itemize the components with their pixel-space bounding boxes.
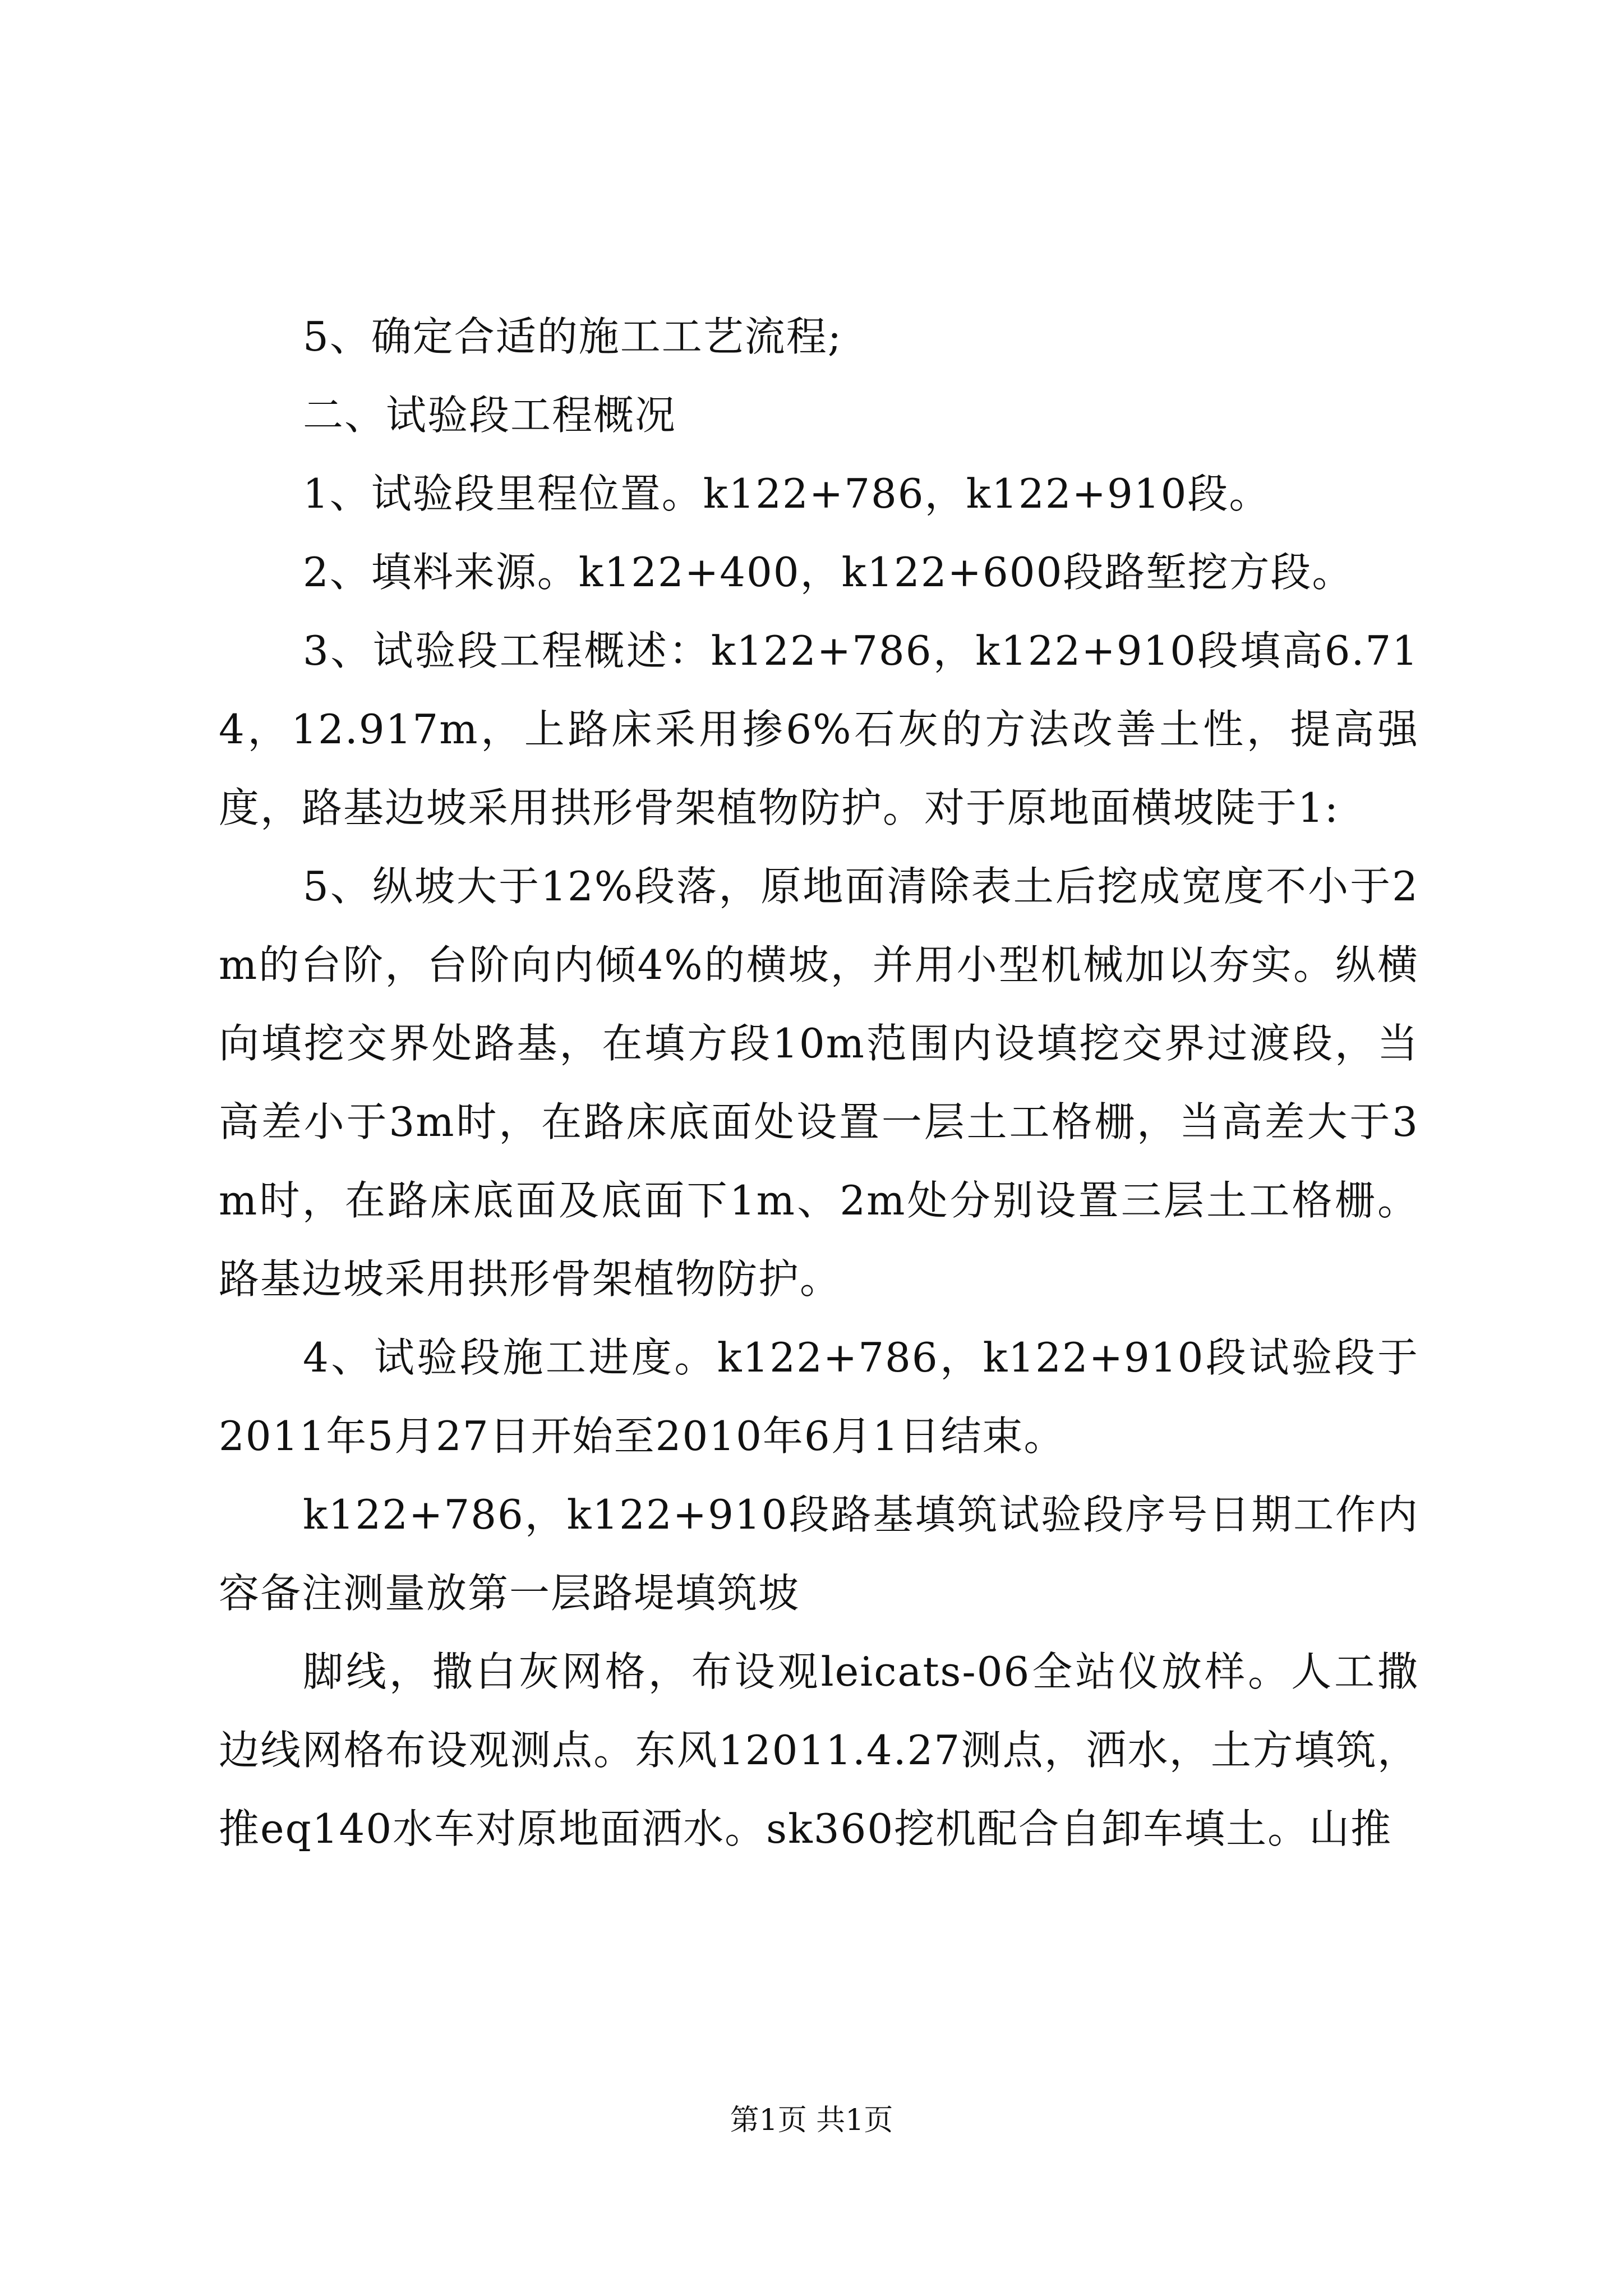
paragraph-6: 5、纵坡大于12%段落，原地面清除表土后挖成宽度不小于2m的台阶，台阶向内倾4%的横坡，并用小型机械加以夯实。纵横向填挖交界处路基，在填方段10m范围内设填挖交界过渡段，当高差小于3m时，在路床底面处设置一层土工格栅，当高差大于3m时，在路床底面及底面下1m、2m处分别设置三层土工格栅。路基边坡采用拱形骨架植物防护。 bbox=[219, 863, 1419, 1303]
paragraph-2: 二、试验段工程概况 bbox=[303, 392, 677, 439]
paragraph-5: 3、试验段工程概述：k122+786，k122+910段填高6.714，12.917m，上路床采用掺6%石灰的方法改善土性，提高强度，路基边坡采用拱形骨架植物防护。对于原地面横坡陡于1: bbox=[219, 627, 1419, 831]
paragraph-7: 4、试验段施工进度。k122+786，k122+910段试验段于2011年5月27日开始至2010年6月1日结束。 bbox=[219, 1334, 1419, 1460]
paragraph-1: 5、确定合适的施工工艺流程; bbox=[303, 313, 843, 360]
page-footer: 第1页 共1页 bbox=[730, 2104, 893, 2137]
paragraph-8: k122+786，k122+910段路基填筑试验段序号日期工作内容备注测量放第一层路堤填筑坡 bbox=[219, 1491, 1419, 1617]
paragraph-4: 2、填料来源。k122+400，k122+600段路堑挖方段。 bbox=[303, 549, 1354, 596]
paragraph-3: 1、试验段里程位置。k122+786，k122+910段。 bbox=[303, 470, 1271, 517]
document-body bbox=[219, 297, 1419, 1868]
paragraph-9: 脚线，撒白灰网格，布设观leicats-06全站仪放样。人工撒边线网格布设观测点。东风12011.4.27测点，洒水，土方填筑，推eq140水车对原地面洒水。sk360挖机配合自卸车填土。山推 bbox=[219, 1648, 1419, 1852]
